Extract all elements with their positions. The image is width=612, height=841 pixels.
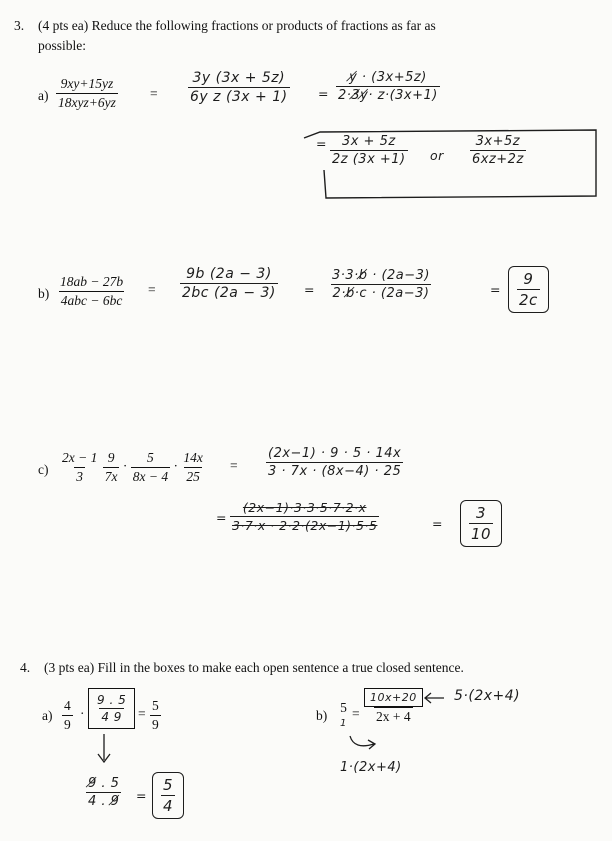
work-numerator: 9̸ . 5 xyxy=(88,776,120,791)
fraction-numerator: 5 xyxy=(147,450,154,465)
fraction-denominator: 8x − 4 xyxy=(132,469,169,484)
part-4a-filled-box[interactable] xyxy=(88,688,135,729)
equals-sign: = xyxy=(230,458,238,473)
step-denominator: 3 · 7x · (8x−4) · 25 xyxy=(268,464,402,479)
step-denominator: 2bc (2a − 3) xyxy=(182,285,276,301)
answer-numerator: 3x+5z xyxy=(475,134,521,149)
work-denominator: 4 . 9̸ xyxy=(88,794,120,809)
part-b-label: b) xyxy=(316,708,328,723)
step-denominator: 6y z (3x + 1) xyxy=(190,89,288,105)
fraction-denominator: 18xyz+6yz xyxy=(58,95,116,110)
box-denominator: 4 9 xyxy=(101,710,122,724)
or-word: or xyxy=(430,148,444,163)
step-denominator: 2·b̸·c · (2a−3) xyxy=(332,286,430,301)
part-4b-note-right: 5·(2x+4) xyxy=(454,688,521,704)
answer-numerator: 9 xyxy=(523,270,534,288)
part-a-label: a) xyxy=(38,88,49,103)
curved-arrow-icon xyxy=(346,732,386,754)
equals-sign: = xyxy=(148,282,156,297)
part-c-label: c) xyxy=(38,462,49,477)
answer-numerator: 5 xyxy=(163,776,174,794)
answer-numerator: 3 xyxy=(476,504,487,522)
equals-sign: = xyxy=(136,788,147,803)
part-a-label: a) xyxy=(42,708,53,723)
part-a-problem-fraction xyxy=(56,76,118,111)
answer-denominator: 10 xyxy=(471,525,492,543)
fraction-denominator: 1 xyxy=(340,718,347,729)
step-numerator: (2x−1)·3·3·5·7·2·x xyxy=(242,500,367,515)
fraction-numerator: 4 xyxy=(64,698,71,713)
multiply-dot: · xyxy=(80,706,85,721)
fraction-numerator: 9 xyxy=(107,450,115,465)
part-4b-note-below: 1·(2x+4) xyxy=(340,760,402,775)
answer-denominator: 4 xyxy=(163,797,174,815)
equals-sign: = xyxy=(150,86,158,101)
part-a-step-2 xyxy=(336,70,440,103)
fraction-numerator: 18ab − 27b xyxy=(60,274,124,289)
part-4b-lhs xyxy=(338,700,349,729)
step-numerator: 9b (2a − 3) xyxy=(186,266,272,282)
problem-3-number: 3. xyxy=(14,18,25,33)
down-arrow-icon xyxy=(94,732,114,766)
equals-sign: = xyxy=(216,510,227,525)
fraction-denominator: 9 xyxy=(152,717,159,732)
equals-sign: = xyxy=(138,706,146,721)
part-b-step-1 xyxy=(180,266,278,301)
problem-3-heading: (4 pts ea) Reduce the following fractions or products of fractions as far as xyxy=(38,18,436,33)
answer-denominator: 2z (3x +1) xyxy=(332,152,406,167)
part-b-problem-fraction xyxy=(58,274,125,309)
equals-sign: = xyxy=(318,86,329,101)
step-denominator: 3·7·x · 2·2·(2x−1)·5·5 xyxy=(232,518,378,533)
step-numerator: 3·3·b̸ · (2a−3) xyxy=(332,268,430,283)
equals-sign: = xyxy=(352,706,360,721)
step-numerator: y̸ · (3x+5z) xyxy=(349,70,427,85)
fraction-numerator: 2x − 1 xyxy=(62,450,98,465)
left-arrow-icon xyxy=(422,692,446,704)
answer-numerator: 3x + 5z xyxy=(341,134,396,149)
equals-sign: = xyxy=(304,282,315,297)
fraction-numerator: 5 xyxy=(340,700,347,715)
fraction-numerator: 9xy+15yz xyxy=(60,76,114,91)
fraction-numerator: 5 xyxy=(152,698,159,713)
equals-sign: = xyxy=(316,136,327,151)
part-b-answer xyxy=(508,266,549,313)
step-denominator: 2·3̸y̸· z·(3x+1) xyxy=(338,88,438,103)
part-4a-first-fraction xyxy=(62,698,73,733)
part-b-step-2 xyxy=(330,268,432,301)
fraction-denominator: 9 xyxy=(64,717,71,732)
part-a-answer-1 xyxy=(330,134,408,167)
fraction-denominator: 3 xyxy=(76,469,84,484)
fraction-denominator: 2x + 4 xyxy=(376,709,411,724)
answer-denominator: 2c xyxy=(519,291,538,309)
part-4a-answer xyxy=(152,772,184,819)
answer-denominator: 6xz+2z xyxy=(472,152,524,167)
problem-4-number: 4. xyxy=(20,660,31,675)
equals-sign: = xyxy=(490,282,501,297)
problem-4-heading: (3 pts ea) Fill in the boxes to make each open sentence a true closed sentence. xyxy=(44,660,464,675)
fraction-denominator: 4abc − 6bc xyxy=(60,293,123,308)
part-4a-work xyxy=(86,776,121,809)
part-4b-filled-box[interactable]: 10x+20 xyxy=(364,688,423,707)
fraction-denominator: 25 xyxy=(186,469,200,484)
problem-3-heading-cont: possible: xyxy=(38,38,87,53)
step-numerator: (2x−1) · 9 · 5 · 14x xyxy=(268,446,402,461)
part-a-step-1 xyxy=(188,70,290,105)
part-c-step-1 xyxy=(266,446,403,479)
part-b-label: b) xyxy=(38,286,50,301)
equals-sign: = xyxy=(432,516,443,531)
part-a-answer-2 xyxy=(470,134,526,167)
part-4b-fraction xyxy=(364,688,423,725)
part-4a-rhs-fraction xyxy=(150,698,161,733)
fraction-numerator: 14x xyxy=(183,450,203,465)
fraction-denominator: 7x xyxy=(104,469,118,484)
part-c-step-2 xyxy=(230,500,379,533)
step-numerator: 3y (3x + 5z) xyxy=(192,70,286,86)
part-c-answer xyxy=(460,500,502,547)
box-numerator: 9 . 5 xyxy=(97,693,127,707)
part-c-problem-product: $\frac{2x - 1}{3}$ $\frac{9}{7x}$ · $\frac{5}{8x - 4}$ · $\frac{14x}{25}$ xyxy=(62,450,203,484)
